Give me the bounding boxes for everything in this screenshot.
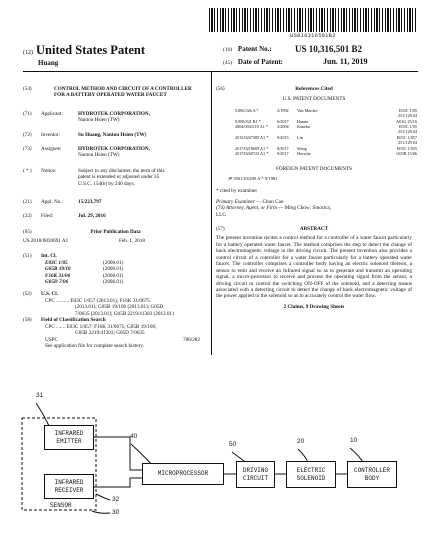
barcode-number: US010316501B2 (290, 33, 336, 39)
examiner-section: Primary Examiner — Chun Cao (74) Attorney, Agent, or Firm — Ming Chow; Sinorica, LLC (216, 199, 331, 218)
sensor-label: SENSOR (50, 502, 72, 509)
ref-32: 32 (112, 496, 120, 503)
abstract-section: (57) ABSTRACT The present invention recites a control method for a controller of a water faucet particularly for a battery operated water faucet. The method comprises the step to detect the change of back electromagnetic voltage in the driving circuit. The present invention also provides a control circuit of a controller for a water faucet particularly for a battery operated water faucet. The controller comprises a controller body having an electric solenoid thereon, a sensor to emit and receive an Infrared signal so as to generate and transmit an operating signal, a micro-processor to receive and process the operating signal from the sensor, a driving circuit to control the switching ON-OFF of the solenoid, and a detecting means associated with a detecting circuit to detect the change of back electromagnetic voltage of the power applied to the solenoid so as to accurately control the water flow. 2 Claims, 9 Drawing Sheets (216, 226, 412, 310)
controller-body-block: CONTROLLER BODY (347, 461, 397, 488)
patent-date-line: (45) Date of Patent: Jun. 11, 2019 (223, 57, 368, 66)
int-cl-section: (51) Int. Cl. E03C 1/05 (2006.01) G05B 19/10 (2006.01) F16K 31/06 (2006.01) G05D 7/06 (2006.01) (23, 253, 208, 286)
ref-10: 10 (350, 437, 358, 444)
abstract-text: The present invention recites a control method for a controller of a water faucet particularly for a battery operated water faucet. The method comprises the step to detect the change of back electromagnetic voltage in the driving circuit. The present invention also provides a control circuit of a controller for a water faucet particularly for a battery operated water faucet. The controller comprises a controller body having an electric solenoid thereon, a sensor to emit and receive an Infrared signal so as to generate and transmit an operating signal, a micro-processor to receive and process the operating signal from the sensor, a driving circuit to control the switching ON-OFF of the solenoid, and a detecting means associated with a detecting circuit to detect the change of back electromagnetic voltage of the power applied to the solenoid so as to accurately control the water flow. (216, 235, 412, 300)
int-cl-row: G05D 7/06 (2006.01) (45, 279, 124, 286)
ref-50: 50 (229, 441, 237, 448)
assignee-section: (73) Assignee: HYDROTEK CORPORATION, Nantou Hsien (TW) (23, 146, 150, 159)
inventor-surname: Huang (38, 59, 59, 67)
infrared-receiver-block: INFRARED RECEIVER (44, 474, 94, 499)
notice-section: ( * ) Notice: Subject to any disclaimer, the term of this patent is extended or adjusted under 35 U.S.C. 154(b) by 240 days. (23, 168, 165, 187)
applicant-section: (71) Applicant: HYDROTEK CORPORATION, Nantou Hsien (TW) (23, 111, 150, 124)
references-header: (56) References Cited U.S. PATENT DOCUMENTS (216, 86, 346, 103)
driving-circuit-block: DRIVING CIRCUIT (236, 461, 275, 488)
prior-publication-section: (65) Prior Publication Data US 2018/0030691 A1 Feb. 1, 2018 (23, 229, 145, 245)
title-section: (54) CONTROL METHOD AND CIRCUIT OF A CONTROLLER FOR A BATTERY OPERATED WATER FAUCET (23, 86, 192, 99)
ref-31: 31 (36, 392, 44, 399)
infrared-emitter-block: INFRARED EMITTER (44, 425, 94, 450)
electric-solenoid-block: ELECTRIC SOLENOID (286, 461, 336, 488)
int-cl-row: F16K 31/06 (2006.01) (45, 272, 124, 279)
int-cl-row: G05B 19/10 (2006.01) (45, 266, 124, 273)
patent-type-header: (12) United States Patent (23, 43, 146, 57)
inventor-section: (72) Inventor: Su Huang, Nantou Hsien (TW) (23, 132, 147, 138)
microprocessor-block: MICROPROCESSOR (142, 463, 224, 485)
ref-20: 20 (297, 438, 305, 445)
field-of-search-section: (58) Field of Classification Search CPC ....... E03C 1/057; F16K 31/0675; G05B 19/106; G05B 2219/41303; G05D 7/0635 USPC 700/282 See application file for complete search history. (23, 317, 200, 350)
int-cl-row: E03C 1/05 (2006.01) (45, 260, 124, 266)
us-cl-section: (52) U.S. Cl. CPC .......... E03C 1/057 (2013.01); F16K 31/0675 (2013.01); G05B 19/106 (2013.01); G05D 7/0635 (2013.01); G05B 2219/41303 (2013.01) (23, 291, 174, 317)
patent-number-line: (10) Patent No.: US 10,316,501 B2 (223, 44, 363, 54)
ref-30: 30 (112, 509, 120, 516)
foreign-docs-section: FOREIGN PATENT DOCUMENTS JP 3561310209 A * 9/1981 * cited by examiner (216, 166, 353, 194)
ref-40: 40 (130, 433, 138, 440)
